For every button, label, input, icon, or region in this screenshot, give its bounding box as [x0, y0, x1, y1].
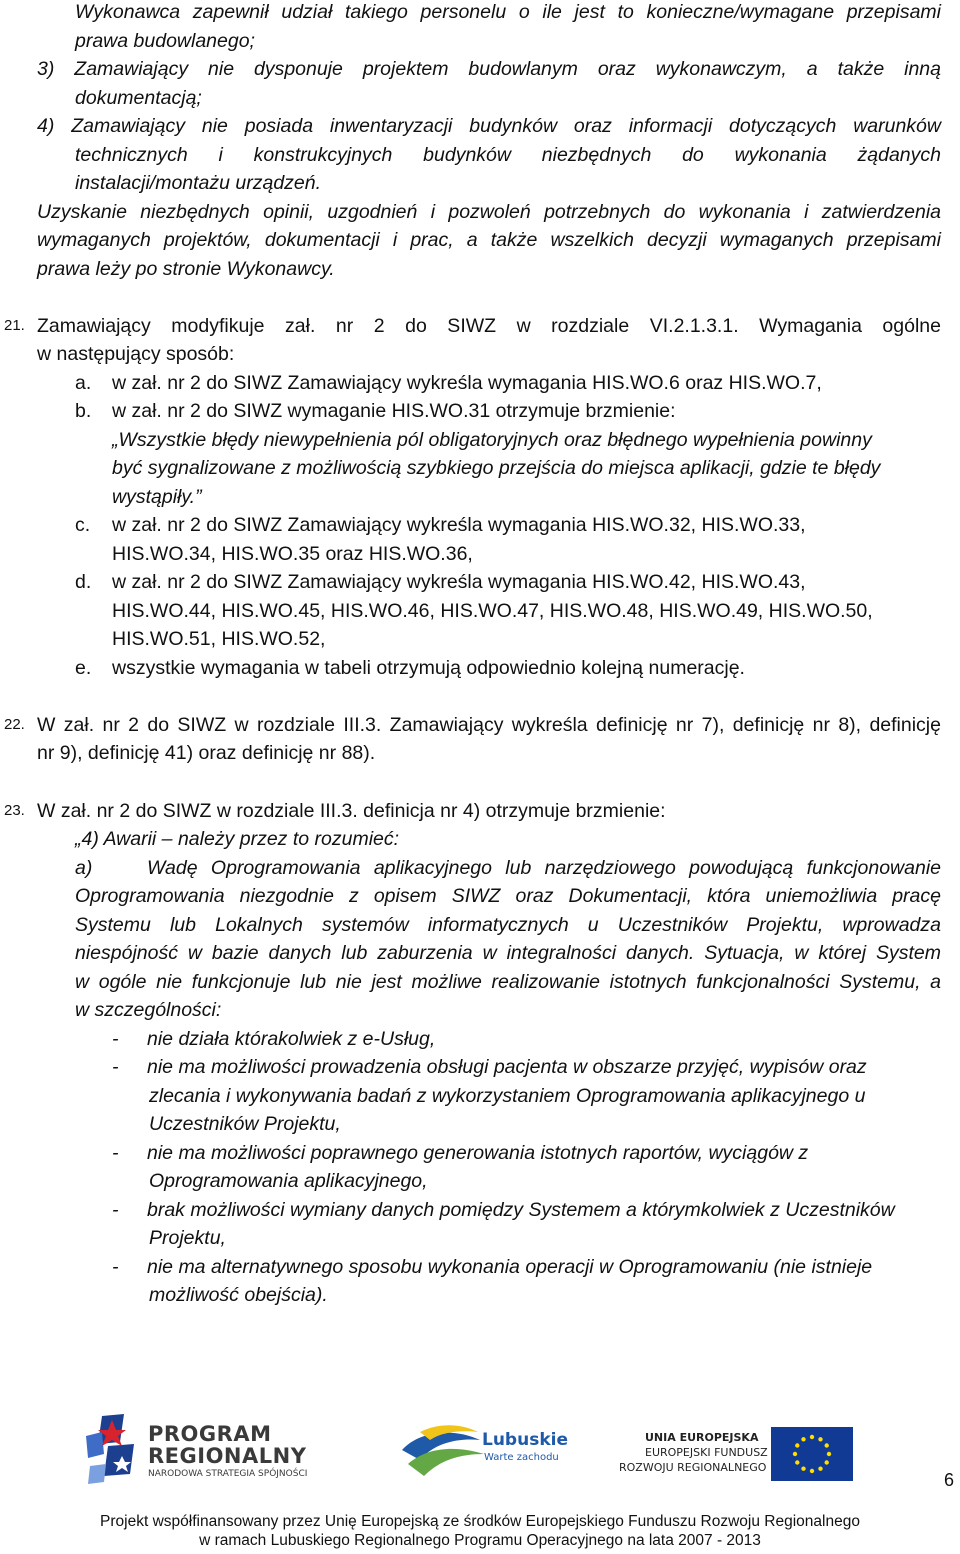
eu-star-icon	[827, 1452, 831, 1456]
text-line: W zał. nr 2 do SIWZ w rozdziale III.3. Zamawiający wykreśla definicję nr 7), definicję nr 8), definicję	[37, 714, 941, 736]
logo-text: REGIONALNY	[148, 1444, 307, 1468]
section-number: 22.	[4, 716, 25, 733]
eu-star-icon	[793, 1452, 797, 1456]
eu-star-icon	[801, 1467, 805, 1471]
text-line: w szczególności:	[75, 999, 222, 1021]
text-line: prawa budowlanego;	[75, 30, 255, 52]
text-line: Systemu lub Lokalnych systemów informatycznych u Uczestników Projektu, wprowadza	[75, 914, 941, 936]
list-label: d.	[75, 571, 92, 593]
bullet-dash: -	[112, 1142, 119, 1164]
bullet-item: nie ma alternatywnego sposobu wykonania operacji w Oprogramowaniu (nie istnieje	[147, 1256, 873, 1278]
text-line: prawa leży po stronie Wykonawcy.	[37, 258, 335, 280]
eu-star-icon	[795, 1443, 799, 1447]
eu-star-icon	[810, 1469, 814, 1473]
eu-star-icon	[825, 1460, 829, 1464]
text-line: niespójność w bazie danych lub zaburzenia w integralności danych. Sytuacja, w której System	[75, 942, 941, 964]
text-line: Oprogramowania niezgodnie z opisem SIWZ oraz Dokumentacji, która uniemożliwia pracę	[75, 885, 941, 907]
logo-text: PROGRAM	[148, 1422, 272, 1446]
bullet-item: Projektu,	[149, 1227, 226, 1249]
eu-flag-icon	[771, 1427, 853, 1481]
bullet-item: nie działa którakolwiek z e-Usług,	[147, 1028, 436, 1050]
text-line: wymaganych projektów, dokumentacji i prac, a także wszelkich decyzji wymaganych przepisami	[37, 229, 941, 251]
lubuskie-logo	[400, 1420, 575, 1480]
logo-text: NARODOWA STRATEGIA SPÓJNOŚCI	[148, 1469, 308, 1479]
quote-line: „Wszystkie błędy niewypełnienia pól obligatoryjnych oraz błędnego wypełnienia powinny	[112, 429, 872, 451]
eu-star-icon	[818, 1437, 822, 1441]
text-line: nr 9), definicję 41) oraz definicję nr 88).	[37, 742, 376, 764]
text-line: dokumentacją;	[75, 87, 202, 109]
text-line: Wykonawca zapewnił udział takiego personelu o ile jest to konieczne/wymagane przepisami	[75, 1, 941, 23]
text-line: technicznych i konstrukcyjnych budynków niezbędnych do wykonania żądanych	[75, 144, 941, 166]
bullet-dash: -	[112, 1028, 119, 1050]
eu-logo	[615, 1425, 855, 1485]
list-item: w zał. nr 2 do SIWZ Zamawiający wykreśla wymagania HIS.WO.32, HIS.WO.33,	[112, 514, 806, 536]
section-number: 21.	[4, 317, 25, 334]
eu-star-icon	[801, 1437, 805, 1441]
list-label: e.	[75, 657, 92, 679]
list-item: w zał. nr 2 do SIWZ Zamawiający wykreśla wymagania HIS.WO.42, HIS.WO.43,	[112, 571, 806, 593]
text-line: w ogóle nie funkcjonuje lub nie jest możliwe realizowanie istotnych funkcjonalności Systemu, a	[75, 971, 941, 993]
text-line: instalacji/montażu urządzeń.	[75, 172, 322, 194]
bullet-dash: -	[112, 1256, 119, 1278]
list-label: c.	[75, 514, 91, 536]
logo-text: UNIA EUROPEJSKA	[645, 1431, 759, 1444]
logo-text: ROZWOJU REGIONALNEGO	[619, 1461, 767, 1474]
eu-star-icon	[818, 1467, 822, 1471]
text-line: Zamawiający modyfikuje zał. nr 2 do SIWZ w rozdziale VI.2.1.3.1. Wymagania ogólne	[37, 315, 941, 337]
text-line: 3) Zamawiający nie dysponuje projektem budowlanym oraz wykonawczym, a także inną	[37, 58, 941, 80]
quote-line: „4) Awarii – należy przez to rozumieć:	[75, 828, 400, 850]
bullet-item: Uczestników Projektu,	[149, 1113, 341, 1135]
logo-text: Warte zachodu	[484, 1452, 559, 1463]
program-regionalny-emblem-icon	[82, 1414, 144, 1484]
program-regionalny-logo	[82, 1414, 322, 1484]
logo-text: EUROPEJSKI FUNDUSZ	[645, 1446, 768, 1459]
bullet-item: nie ma możliwości poprawnego generowania istotnych raportów, wyciągów z	[147, 1142, 809, 1164]
text-line: Uzyskanie niezbędnych opinii, uzgodnień i pozwoleń potrzebnych do wykonania i zatwierdzenia	[37, 201, 941, 223]
footer-line: w ramach Lubuskiego Regionalnego Programu Operacyjnego na lata 2007 - 2013	[199, 1532, 761, 1549]
text-line: 4) Zamawiający nie posiada inwentaryzacji budynków oraz informacji dotyczących warunków	[37, 115, 941, 137]
text-line: Wadę Oprogramowania aplikacyjnego lub narzędziowego powodującą funkcjonowanie	[147, 857, 941, 879]
eu-star-icon	[795, 1460, 799, 1464]
quote-line: być sygnalizowane z możliwością szybkiego przejścia do miejsca aplikacji, gdzie te błędy	[112, 457, 881, 479]
list-label: b.	[75, 400, 92, 422]
list-label: a)	[75, 857, 93, 879]
eu-star-icon	[810, 1435, 814, 1439]
logo-text: Lubuskie	[482, 1430, 568, 1450]
bullet-item: nie ma możliwości prowadzenia obsługi pacjenta w obszarze przyjęć, wypisów oraz	[147, 1056, 867, 1078]
eu-star-icon	[825, 1443, 829, 1447]
bullet-item: możliwość obejścia).	[149, 1284, 328, 1306]
bullet-item: zlecania i wykonywania badań z wykorzystaniem Oprogramowania aplikacyjnego u	[149, 1085, 866, 1107]
list-item: HIS.WO.34, HIS.WO.35 oraz HIS.WO.36,	[112, 543, 473, 565]
bullet-item: Oprogramowania aplikacyjnego,	[149, 1170, 428, 1192]
bullet-dash: -	[112, 1056, 119, 1078]
text-line: W zał. nr 2 do SIWZ w rozdziale III.3. definicja nr 4) otrzymuje brzmienie:	[37, 800, 666, 822]
list-item: wszystkie wymagania w tabeli otrzymują odpowiednio kolejną numerację.	[112, 657, 745, 679]
list-item: HIS.WO.51, HIS.WO.52,	[112, 628, 326, 650]
list-item: w zał. nr 2 do SIWZ wymaganie HIS.WO.31 otrzymuje brzmienie:	[112, 400, 676, 422]
page-number: 6	[943, 1470, 954, 1490]
bullet-dash: -	[112, 1199, 119, 1221]
list-label: a.	[75, 372, 92, 394]
lubuskie-wave-icon	[400, 1420, 490, 1480]
footer-line: Projekt współfinansowany przez Unię Europejską ze środków Europejskiego Funduszu Rozwoju Regionalnego	[100, 1513, 860, 1530]
section-number: 23.	[4, 802, 25, 819]
quote-line: wystąpiły.”	[112, 486, 202, 508]
text-line: w następujący sposób:	[37, 343, 235, 365]
list-item: HIS.WO.44, HIS.WO.45, HIS.WO.46, HIS.WO.47, HIS.WO.48, HIS.WO.49, HIS.WO.50,	[112, 600, 873, 622]
bullet-item: brak możliwości wymiany danych pomiędzy Systemem a którymkolwiek z Uczestników	[147, 1199, 895, 1221]
list-item: w zał. nr 2 do SIWZ Zamawiający wykreśla wymagania HIS.WO.6 oraz HIS.WO.7,	[112, 372, 822, 394]
